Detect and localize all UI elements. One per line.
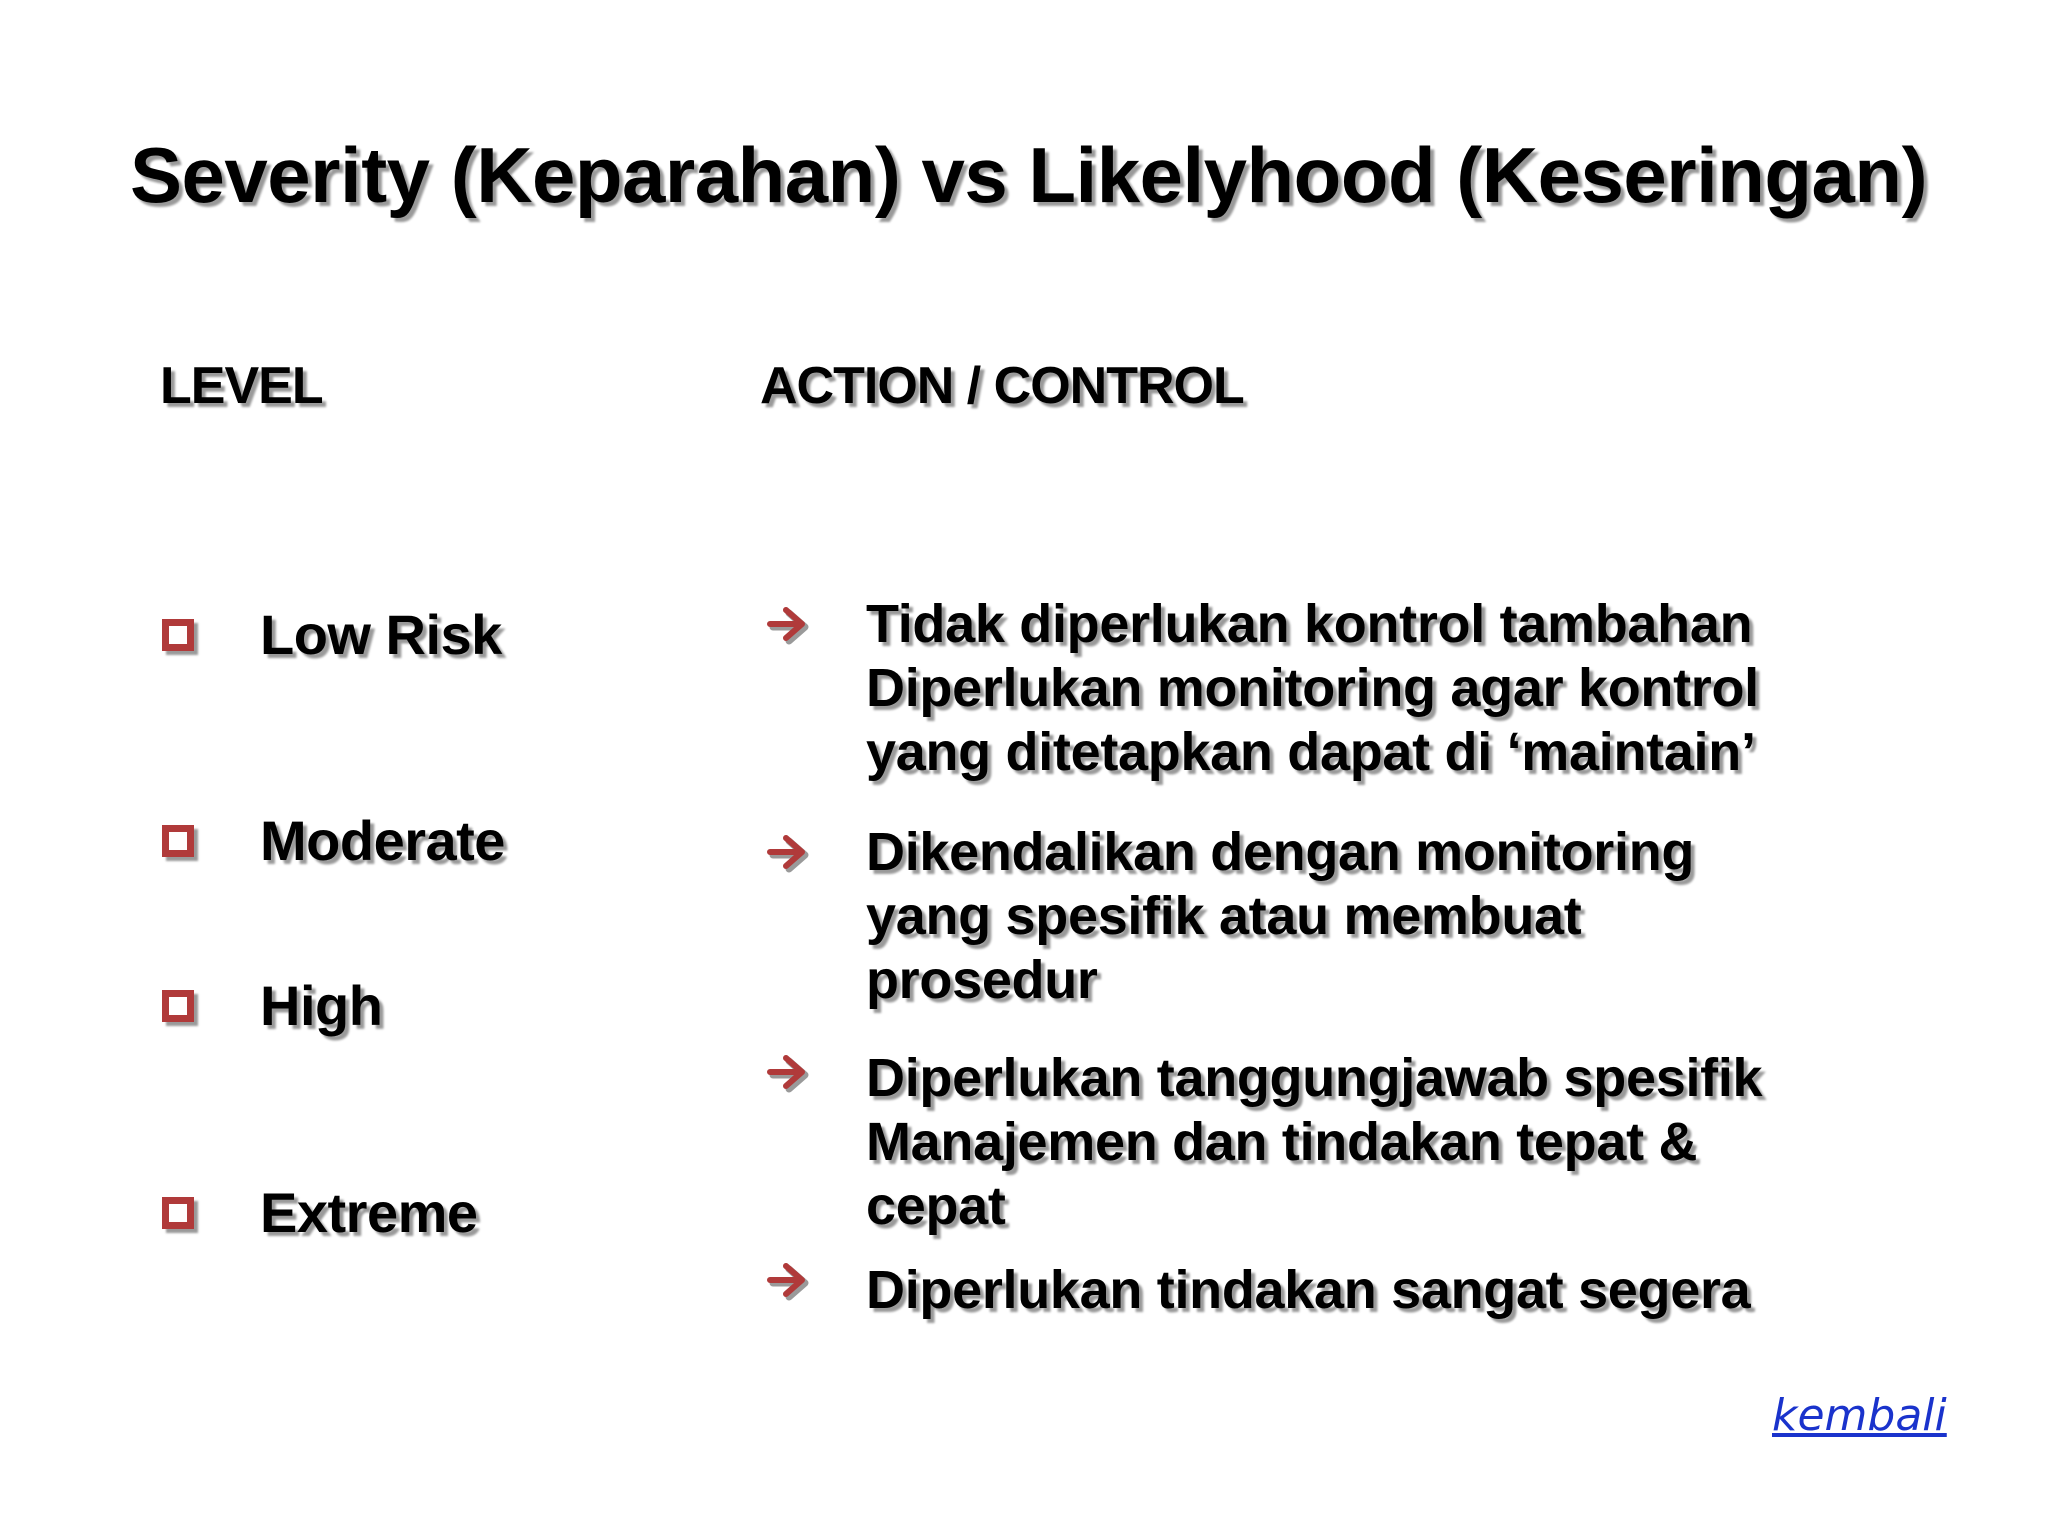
- action-line: cepat: [866, 1176, 1006, 1236]
- action-line: Diperlukan monitoring agar kontrol: [866, 658, 1759, 718]
- action-line: prosedur: [866, 950, 1098, 1010]
- level-label: Extreme: [260, 1181, 478, 1244]
- action-text-extreme: [866, 1258, 1750, 1322]
- level-item-moderate: [162, 808, 505, 873]
- arrow-right-icon: [762, 826, 810, 874]
- action-line: Diperlukan tindakan sangat segera: [866, 1260, 1751, 1320]
- level-header: LEVEL: [160, 357, 323, 415]
- checkbox-icon: [162, 1197, 194, 1229]
- level-item-extreme: [162, 1180, 478, 1245]
- level-item-low-risk: [162, 602, 502, 667]
- action-line: Manajemen dan tindakan tepat &: [866, 1112, 1698, 1172]
- action-line: Tidak diperlukan kontrol tambahan: [866, 594, 1753, 654]
- checkbox-icon: [162, 619, 194, 651]
- action-text-moderate: [866, 820, 1694, 1012]
- page-title: Severity (Keparahan) vs Likelyhood (Keseringan): [130, 131, 1928, 219]
- level-label: High: [260, 974, 383, 1037]
- action-text-high: [866, 1046, 1762, 1238]
- level-label: Low Risk: [260, 603, 502, 666]
- action-line: Dikendalikan dengan monitoring: [866, 822, 1695, 882]
- action-line: yang spesifik atau membuat: [866, 886, 1582, 946]
- level-item-high: [162, 973, 382, 1038]
- action-line: yang ditetapkan dapat di ‘maintain’: [866, 722, 1756, 782]
- kembali-link[interactable]: kembali: [1772, 1390, 1947, 1441]
- arrow-right-icon: [762, 598, 810, 646]
- arrow-right-icon: [762, 1046, 810, 1094]
- arrow-right-icon: [762, 1254, 810, 1302]
- action-header: ACTION / CONTROL: [760, 357, 1244, 415]
- level-label: Moderate: [260, 809, 505, 872]
- checkbox-icon: [162, 990, 194, 1022]
- action-line: Diperlukan tanggungjawab spesifik: [866, 1048, 1763, 1108]
- action-text-low-risk: [866, 592, 1759, 784]
- checkbox-icon: [162, 825, 194, 857]
